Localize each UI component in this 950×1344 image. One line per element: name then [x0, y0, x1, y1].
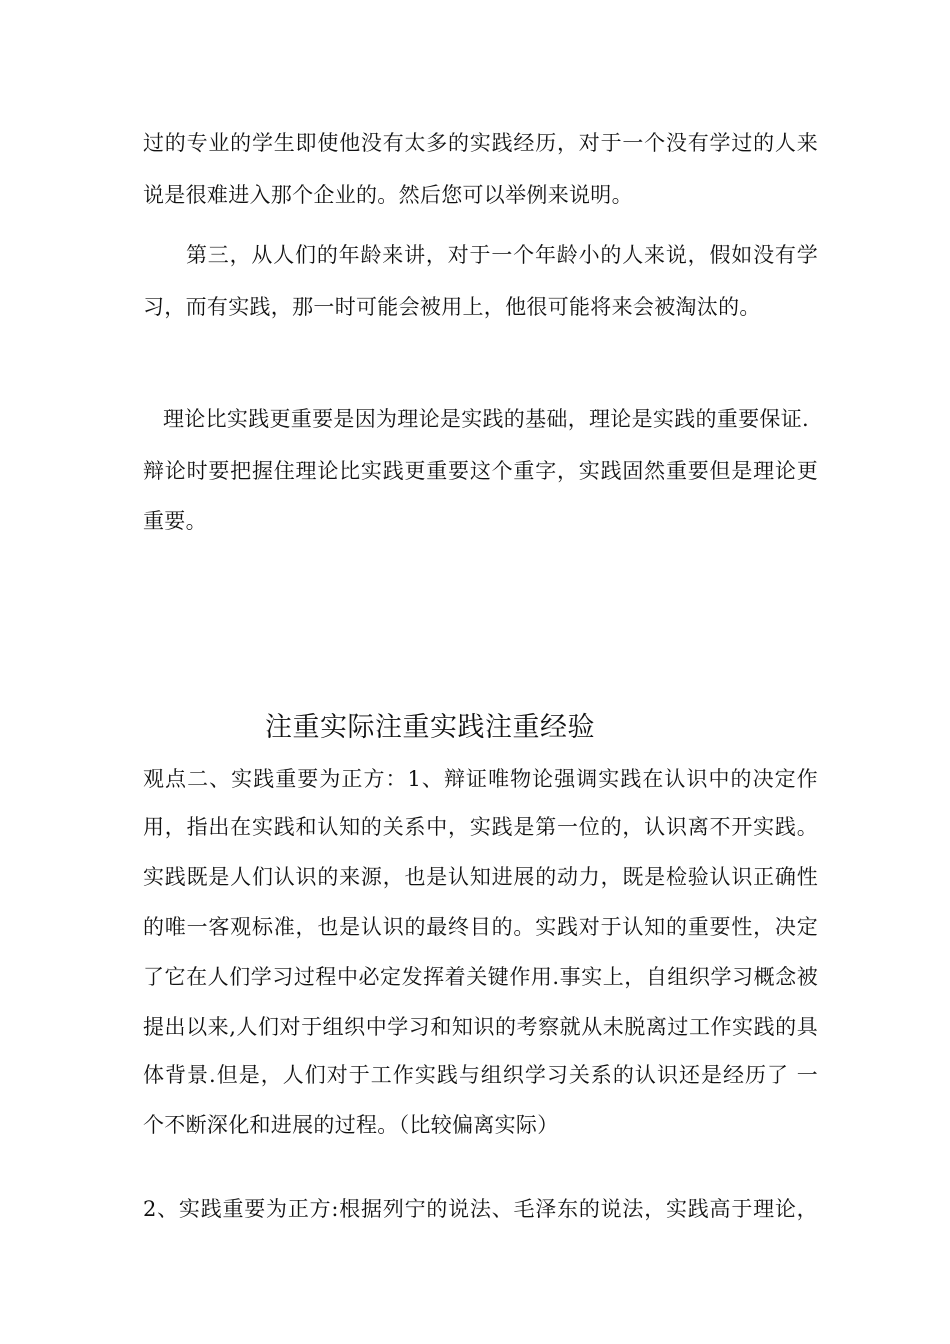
viewpoint2-line-4: 的唯一客观标准，也是认识的最终目的。实践对于认知的重要性，决定 [143, 915, 818, 939]
intro-line-1: 过的专业的学生即使他没有太多的实践经历，对于一个没有学过的人来 [143, 131, 818, 155]
summary-line-1: 理论比实践更重要是因为理论是实践的基础，理论是实践的重要保证. [163, 407, 809, 431]
summary-line-3: 重要。 [143, 509, 207, 533]
viewpoint2-line-8: 个不断深化和进展的过程。（比较偏离实际） [143, 1113, 559, 1137]
viewpoint2-line-2: 用，指出在实践和认知的关系中，实践是第一位的，认识离不开实践。 [143, 815, 818, 839]
point3-line-1: 第三，从人们的年龄来讲，对于一个年龄小的人来说，假如没有学 [186, 243, 818, 267]
viewpoint2-line-5: 了它在人们学习过程中必定发挥着关键作用.事实上，自组织学习概念被 [143, 965, 818, 989]
section-heading: 注重实际注重实践注重经验 [265, 712, 595, 743]
viewpoint2-line-1: 观点二、实践重要为正方：1、辩证唯物论强调实践在认识中的决定作 [143, 767, 818, 791]
viewpoint2-line-3: 实践既是人们认识的来源，也是认知进展的动力，既是检验认识正确性 [143, 865, 818, 889]
viewpoint2-line-6: 提出以来,人们对于组织中学习和知识的考察就从未脱离过工作实践的具 [143, 1015, 818, 1039]
point2-line-1: 2、实践重要为正方:根据列宁的说法、毛泽东的说法，实践高于理论， [143, 1197, 818, 1221]
point3-line-2: 习，而有实践，那一时可能会被用上，他很可能将来会被淘汰的。 [143, 295, 761, 319]
viewpoint2-line-7: 体背景.但是，人们对于工作实践与组织学习关系的认识还是经历了 一 [143, 1063, 818, 1087]
summary-line-2: 辩论时要把握住理论比实践更重要这个重字，实践固然重要但是理论更 [143, 459, 818, 483]
intro-line-2: 说是很难进入那个企业的。然后您可以举例来说明。 [143, 183, 633, 207]
